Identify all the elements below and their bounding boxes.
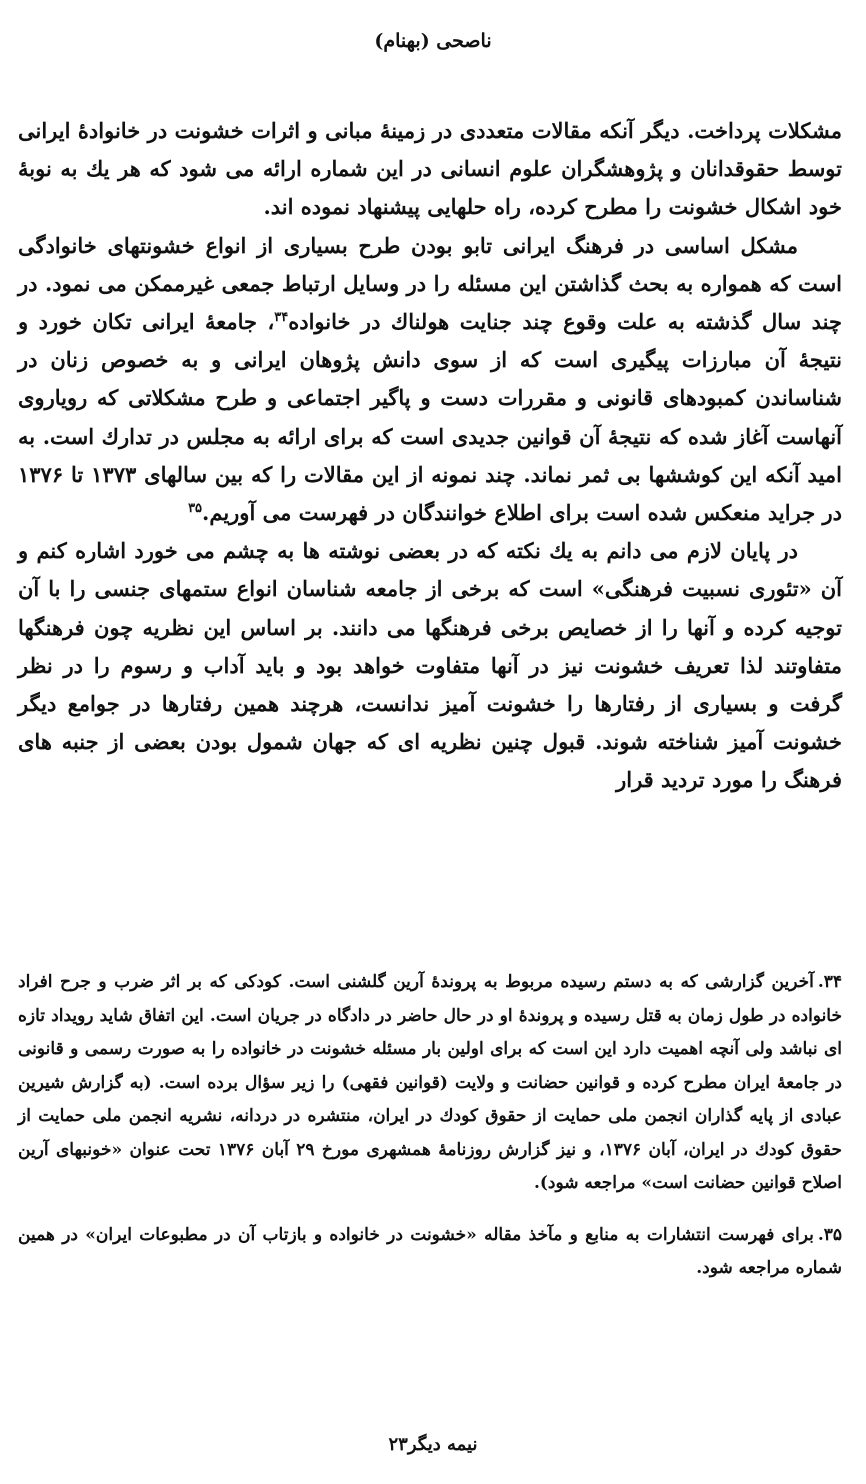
footnote-text: برای فهرست انتشارات به منابع و مآخذ مقاله «خشونت در خانواده و بازتاب آن در مطبوعات ایران» در همین شماره مراجعه شود. <box>18 1224 842 1278</box>
footnote-ref-34[interactable]: ۳۴ <box>274 310 289 326</box>
main-text <box>18 112 842 800</box>
paragraph-2-part-b: ، جامعهٔ ایرانی تکان خورد و نتیجهٔ آن مبارزات پیگیری است که از سوی دانش پژوهان ایرانی و به خصوص زنان در شناساندن کمبودهای قانونی و مقررات دست و پاگیر اجتماعی و طرح مشکلاتی که رویاروی آنهاست آغاز شده که نتیجهٔ آن قوانین جدیدی است که برای ارائه به مجلس در تدارك است. به امید آنکه این کوششها بی ثمر نماند. چند نمونه از این مقالات را که بین سالهای ۱۳۷۳ تا ۱۳۷۶ در جراید منعکس شده است برای اطلاع خوانندگان در فهرست می آوریم. <box>18 309 842 526</box>
page-footer-folio: نیمه دیگر۲۳ <box>388 1434 478 1455</box>
footnote-number: ۳۴. <box>817 972 842 992</box>
footnote-text: آخرین گزارشی که به دستم رسیده مربوط به پروندهٔ آرین گلشنی است. کودکی که بر اثر ضرب و جرح افراد خانواده در طول زمان به قتل رسیده و پروندهٔ او در حال حاضر در دادگاه در جریان است. این اتفاق شاید رویداد تازه ای نباشد ولی آنچه اهمیت دارد این است که برای اولین بار مسئله خشونت در خانواده را به صورت رسمی و قانونی در جامعهٔ ایران مطرح کرده و قوانین حضانت و ولایت (قوانین فقهی) را زیر سؤال برده است. (به گزارش شیرین عبادی از پایه گذاران انجمن ملی حمایت از حقوق کودك در ایران، منتشره در دردانه، نشریه انجمن ملی حمایت از حقوق کودك در ایران، آبان ۱۳۷۶، و نیز گزارش روزنامهٔ همشهری مورخ ۲۹ آبان ۱۳۷۶ تحت عنوان «خونبهای آرین اصلاح قوانین حضانت است» مراجعه شود). <box>18 972 842 1193</box>
footnotes-section <box>18 966 842 1304</box>
paragraph-2-part-a: مشکل اساسی در فرهنگ ایرانی تابو بودن طرح بسیاری از انواع خشونتهای خانوادگی است که همواره به بحث گذاشتن این مسئله را در وسایل ارتباط جمعی غیرممکن می نمود. در چند سال گذشته به علت وقوع چند جنایت هولناك در خانواده <box>18 232 842 335</box>
footnote-number: ۳۵. <box>817 1224 842 1245</box>
paragraph-2 <box>18 227 842 533</box>
footnote-ref-35[interactable]: ۳۵ <box>188 501 203 517</box>
running-header: ناصحی (بهنام) <box>374 30 492 52</box>
paragraph-1: مشکلات پرداخت. دیگر آنکه مقالات متعددی در زمینهٔ مبانی و اثرات خشونت در خانوادهٔ ایرانی توسط حقوقدانان و پژوهشگران علوم انسانی در این شماره ارائه می شود که هر یك به نوبهٔ خود اشکال خشونت را مطرح کرده، راه حلهایی پیشنهاد نموده اند. <box>18 118 842 220</box>
footnote-34 <box>18 966 842 1201</box>
paragraph-3: در پایان لازم می دانم به یك نکته که در بعضی نوشته ها به چشم می خورد اشاره کنم و آن «تئوری نسبیت فرهنگی» است که برخی از جامعه شناسان انواع ستمهای جنسی را با آن توجیه کرده و آنها را از خصایص برخی فرهنگها می دانند. بر اساس این نظریه چون فرهنگها متفاوتند لذا تعریف خشونت نیز در آنها متفاوت خواهد بود و باید آداب و رسوم را در نظر گرفت و بسیاری از رفتارها را خشونت آمیز ندانست، هرچند همین رفتارها در جوامع دیگر خشونت آمیز شناخته شوند. قبول چنین نظریه ای که جهان شمول بودن بعضی از جنبه های فرهنگ را مورد تردید قرار <box>18 538 842 793</box>
footnote-35 <box>18 1219 842 1286</box>
